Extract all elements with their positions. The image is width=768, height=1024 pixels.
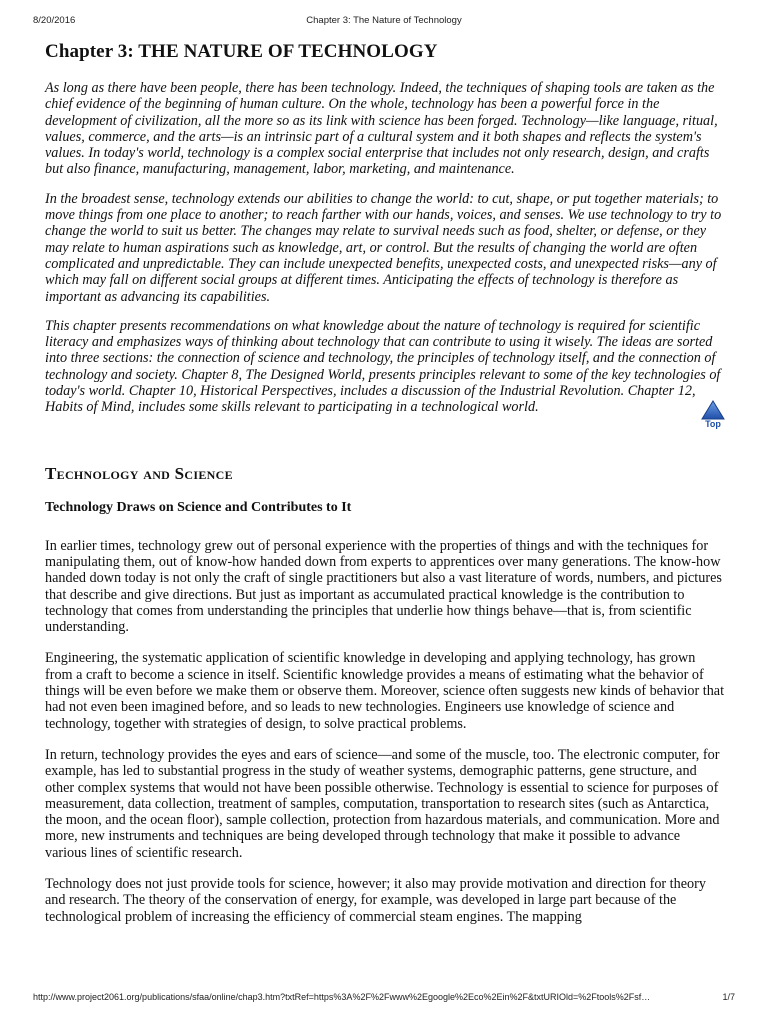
body-paragraph-2: Engineering, the systematic application of scientific knowledge in developing and applying technology, has grown from a craft to become a science in itself. Scientific knowledge provides a means of estimating what the behavior of things will be even before we make them or observe them. Moreover, science often suggests new kinds of behavior that had not even been imagined before, and so leads to new technologies. Engineers use knowledge of science and technology, together with strategies of design, to solve practical problems. <box>45 650 725 732</box>
body-paragraph-3: In return, technology provides the eyes and ears of science—and some of the muscle, too. The electronic computer, for example, has led to substantial progress in the study of weather systems, demographic patterns, gene structure, and other complex systems that would not have been possible otherwise. Technology is essential to science for purposes of measurement, data collection, treatment of samples, computation, transportation to research sites (such as Antarctica, the moon, and the ocean floor), sample collection, protection from hazardous materials, and communication. More and more, new instruments and techniques are being developed through technology that make it possible to advance various lines of scientific research. <box>45 746 720 861</box>
subsection-title: Technology Draws on Science and Contributes to It <box>45 499 352 515</box>
body-paragraph-1: In earlier times, technology grew out of personal experience with the properties of things and with the techniques for manipulating them, out of know-how handed down from experts to apprentices over many generations. The know-how handed down today is not only the craft of single practitioners but also a vast literature of words, numbers, and pictures that describe and give directions. But just as important as accumulated practical knowledge is the contribution to technology that comes from understanding the principles that underlie how things behave—that is, from scientific understanding. <box>45 537 722 636</box>
print-url: http://www.project2061.org/publications/sfaa/online/chap3.htm?txtRef=https%3A%2F%2Fwww%2Egoogle%2Eco%2Ein%2F&txtURIOld=%2Ftools%2Fsf… <box>33 992 651 1002</box>
page-content <box>45 40 725 925</box>
print-footer <box>33 992 735 1006</box>
page-number: 1/7 <box>722 992 735 1002</box>
chapter-title: Chapter 3: THE NATURE OF TECHNOLOGY <box>45 41 438 62</box>
intro-paragraph-2: In the broadest sense, technology extends our abilities to change the world: to cut, shape, or put together materials; to move things from one place to another; to reach farther with our hands, voices, and senses. We use technology to try to change the world to suit us better. The changes may relate to survival needs such as food, shelter, or defense, or they may relate to human aspirations such as knowledge, art, or control. But the results of changing the world are often complicated and unpredictable. They can include unexpected benefits, unexpected costs, and unexpected risks—any of which may fall on different social groups at different times. Anticipating the effects of technology is therefore as important as advancing its capabilities. <box>45 190 722 305</box>
section-title: Technology and Science <box>45 463 233 483</box>
top-link-label: Top <box>705 418 721 429</box>
top-link[interactable] <box>699 400 727 429</box>
intro-paragraph-1: As long as there have been people, there has been technology. Indeed, the techniques of shaping tools are taken as the chief evidence of the beginning of human culture. On the whole, technology has been a powerful force in the development of civilization, all the more so as its link with science has been forged. Technology—like language, ritual, values, commerce, and the arts—is an intrinsic part of a cultural system and it both shapes and reflects the system's values. In today's world, technology is a complex social enterprise that includes not only research, design, and crafts but also finance, manufacturing, management, labor, marketing, and maintenance. <box>45 80 718 178</box>
print-date: 8/20/2016 <box>33 15 76 26</box>
print-header <box>33 15 735 29</box>
intro-paragraph-3: This chapter presents recommendations on what knowledge about the nature of technology is required for scientific literacy and emphasizes ways of thinking about technology that can contribute to using it wisely. The ideas are sorted into three sections: the connection of science and technology, the principles of technology itself, and the connection of technology and society. Chapter 8, The Designed World, presents principles relevant to some of the key technologies of today's world. Chapter 10, Historical Perspectives, includes a discussion of the Industrial Revolution. Chapter 12, Habits of Mind, includes some skills relevant to participating in a technological world. <box>45 317 721 416</box>
body-paragraph-4: Technology does not just provide tools for science, however; it also may provide motivation and direction for theory and research. The theory of the conservation of energy, for example, was developed in large part because of the technological problem of increasing the efficiency of commercial steam engines. The mapping <box>45 875 706 925</box>
up-arrow-icon <box>701 400 725 420</box>
print-document-title: Chapter 3: The Nature of Technology <box>306 15 462 26</box>
top-link-row <box>45 416 725 429</box>
